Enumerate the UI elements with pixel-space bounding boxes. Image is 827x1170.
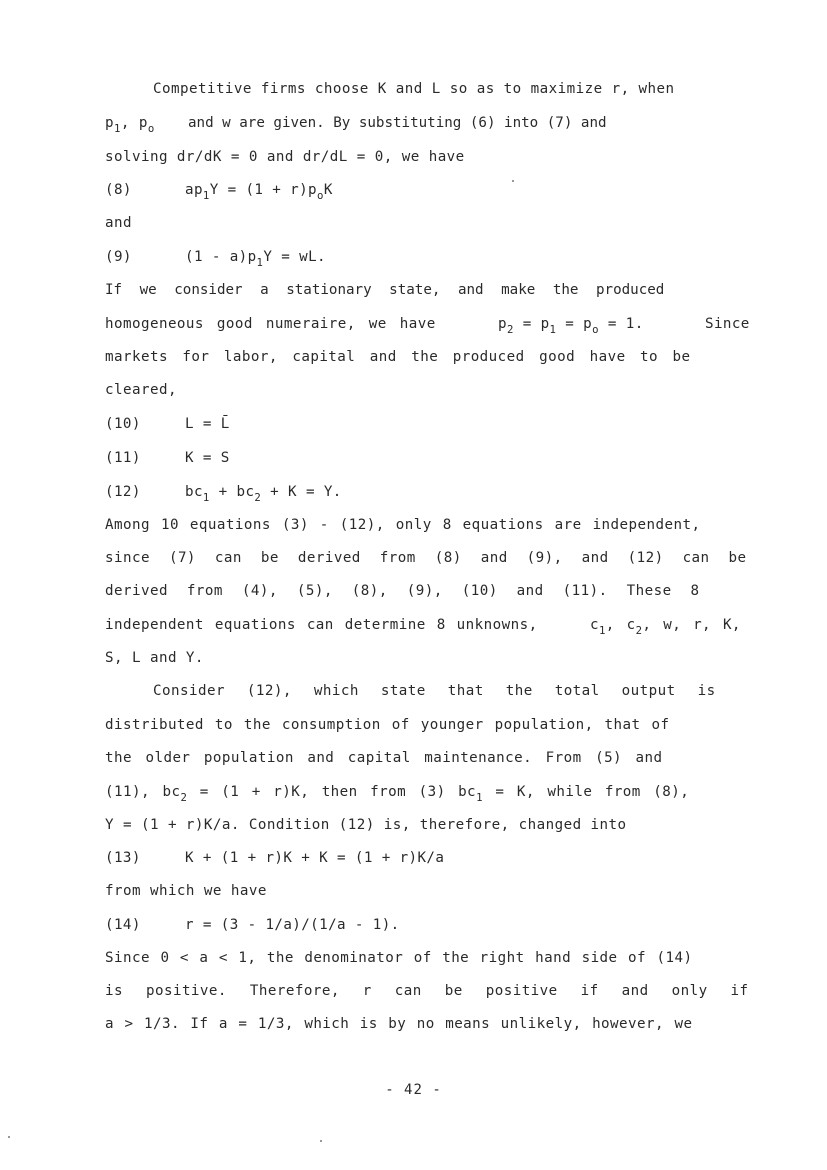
from-which-line: from which we have <box>105 883 267 899</box>
paragraph-4-line-5: Y = (1 + r)K/a. Condition (12) is, therefore, changed into <box>105 817 627 833</box>
paragraph-4-line-3: the older population and capital maintenance. From (5) and <box>105 750 663 766</box>
equation-14: r = (3 - 1/a)/(1/a - 1). <box>185 917 400 933</box>
paragraph-1-line-2 <box>188 115 755 131</box>
paragraph-4-line-4: (11), $bc_2 = (1 + r)K$, then from (3) $bc_1 = K$, while from (8), <box>105 784 690 804</box>
paragraph-2-line-1-text: If we consider a stationary state, and make the produced <box>105 282 665 298</box>
equation-12: $bc_1 + bc_2 + K = Y$. <box>185 484 342 504</box>
equation-9-number: (9) <box>105 249 132 265</box>
paragraph-3-line-3: derived from (4), (5), (8), (9), (10) and (11). These 8 <box>105 583 700 599</box>
unknowns-list: $c_1$, $c_2$, w, r, K, <box>590 617 741 637</box>
page-number: - 42 - <box>385 1082 442 1098</box>
paragraph-2-line-3: markets for labor, capital and the produced good have to be <box>105 349 691 365</box>
paragraph-3-line-2: since (7) can be derived from (8) and (9), and (12) can be <box>105 550 747 566</box>
equation-10: L = L̄ <box>185 416 230 432</box>
numeraire-equation: $p_2 = p_1 = p_o = 1$. <box>498 316 644 336</box>
equation-9: $(1 - a)p_1Y$ = wL. <box>185 249 326 269</box>
and-connector: and <box>105 215 132 231</box>
scan-speck <box>8 1136 10 1138</box>
paragraph-5-line-2: is positive. Therefore, r can be positive if and only if <box>105 983 749 999</box>
paragraph-1-line-2-text: and w are given. By substituting (6) into (7) and <box>188 115 607 131</box>
paragraph-4-line-2: distributed to the consumption of younger population, that of <box>105 717 670 733</box>
paragraph-2-line-4: cleared, <box>105 382 177 398</box>
equation-13: K + (1 + r)K + K = (1 + r)K/a <box>185 850 445 866</box>
equation-8-number: (8) <box>105 182 132 198</box>
equation-14-number: (14) <box>105 917 141 933</box>
equation-8: $ap_1Y = (1 + r)p_oK$ <box>185 182 333 202</box>
equation-13-number: (13) <box>105 850 141 866</box>
equation-10-number: (10) <box>105 416 141 432</box>
paragraph-5-line-1: Since 0 < a < 1, the denominator of the right hand side of (14) <box>105 950 693 966</box>
equation-11: K = S <box>185 450 230 466</box>
paragraph-3-line-1: Among 10 equations (3) - (12), only 8 equations are independent, <box>105 517 701 533</box>
paragraph-1-line-3: solving dr/dK = 0 and dr/dL = 0, we have <box>105 149 465 165</box>
equation-11-number: (11) <box>105 450 141 466</box>
paragraph-1-line-2-symbols: $p_1$, $p_o$ <box>105 115 155 135</box>
paragraph-1-line-1: Competitive firms choose K and L so as to maximize r, when <box>153 81 675 97</box>
paragraph-4-line-1: Consider (12), which state that the total output is <box>153 683 716 699</box>
paragraph-2-line-1 <box>105 282 755 298</box>
scan-speck <box>320 1140 322 1142</box>
paragraph-2-line-2-head: homogeneous good numeraire, we have <box>105 316 436 332</box>
paragraph-5-line-3: a > 1/3. If a = 1/3, which is by no means unlikely, however, we <box>105 1016 693 1032</box>
paragraph-3-line-5: S, L and Y. <box>105 650 204 666</box>
equation-12-number: (12) <box>105 484 141 500</box>
scan-speck <box>512 180 514 182</box>
paragraph-3-line-4-head: independent equations can determine 8 unknowns, <box>105 617 538 633</box>
paragraph-2-line-2-tail: Since <box>705 316 750 332</box>
